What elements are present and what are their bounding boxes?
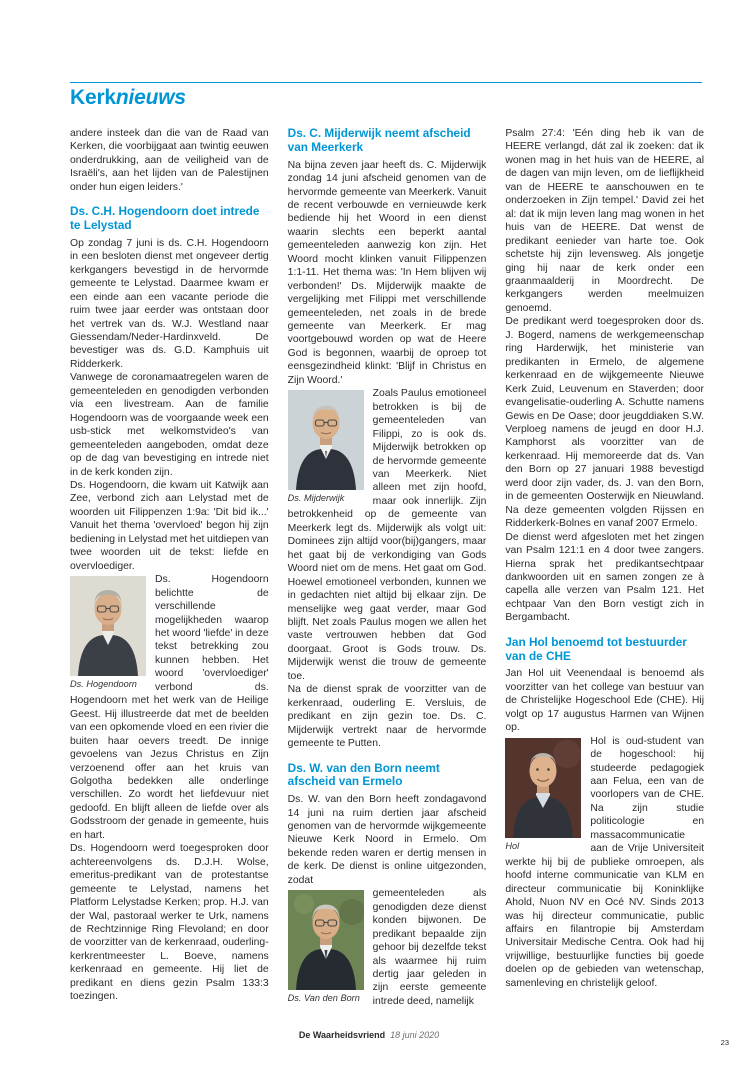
article-heading-mijderwijk: Ds. C. Mijderwijk neemt afscheid van Meerkerk [287,127,471,154]
photo-text-wrap-mijderwijk [288,387,487,683]
body-paragraph: Ds. Hogendoorn werd toegesproken door achtereenvolgens ds. D.J.H. Wolse, emeritus-predikant van de protestantse gemeente te Lelystad, namens het Platform Lelystadse Kerken; prop. H.J. van der Wal, pastoraal werker te Urk, namens de Rechtzinnige Ring Flevoland; en door de voorzitter van de kerkenraad, ouderling-kerkrentmeester L. Boeve, namens kerkenraad en gemeente. Hij liet de predikant en diens gezin Psalm 133:3 toezingen. [70,843,269,1003]
footer-date: 18 juni 2020 [390,1030,440,1040]
photo-caption: Hol [505,840,520,851]
portrait-photo-mijderwijk [288,390,364,490]
body-paragraph: Op zondag 7 juni is ds. C.H. Hogendoorn in een besloten dienst met ongeveer dertig kerkgangers bevestigd in de hervormde gemeente te Lelystad. Daarmee kwam er een einde aan een vacante periode die ruim twee jaar eerder was ontstaan door het vertrek van ds. W.J. Westland naar Giessendam/Neder-Hardinxveld. De bevestiger was ds. G.D. Kamphuis uit Ridderkerk. [70,237,269,370]
photo-text-wrap-van-den-born [288,887,487,1008]
body-paragraph: Na bijna zeven jaar heeft ds. C. Mijderwijk zondag 14 juni afscheid genomen van de hervormde gemeente van Meerkerk. Vanuit de recent verbouwde en vernieuwde kerk bediende hij het Woord in een dienst waarin slechts een beperkt aantal gemeenteleden aanwezig kon zijn. Het Woord mocht klinken vanuit Filippenzen 1:1-11. Het thema was: 'In Hem blijven wij verbonden!' Ds. Mijderwijk maakte de vergelijking met Filippi met verschillende gemeenteleden, net zoals in de brede gemeente van Meerkerk. Er mag voortgebouwd worden op wat de Heere God is begonnen, waarbij de oproep tot eensgezindheid klinkt: 'Blijf in Christus en Zijn Woord.' [287,159,487,386]
column-2 [288,127,487,1019]
photo-caption: Ds. Hogendoorn [70,679,137,690]
portrait-photo-hol [505,738,581,838]
body-paragraph: De dienst werd afgesloten met het zingen van Psalm 121:1 en 4 door twee zangers. Hierna sprak het predikantsechtpaar dankwoorden uit en samen zongen ze à capella alle verzen van Psalm 121. Het echtpaar Van den Born vestigt zich in Bergambacht. [505,531,704,624]
photo-figure-hol [505,738,581,852]
portrait-photo-hogendoorn [70,576,146,676]
photo-text-wrap-hogendoorn [70,573,269,1004]
page-footer [0,1030,738,1040]
portrait-photo-van-den-born [288,890,364,990]
body-paragraph: De predikant werd toegesproken door ds. J. Bogerd, namens de werkgemeenschap ring Harderwijk, het ministerie van predikanten in Ermelo, de algemene kerkenraad en de wijkgemeente Nieuwe Kerk Zuid, Leuvenum en Staverden; door evangelisatie-ouderling A. Schutte namens Gewis en De Oase; door jeugddiaken S.W. Verploeg namens de jeugd en door H.J. Kamphorst als voorzitter van de kerkenraad. Hij memoreerde dat ds. Van den Born op 27 januari 1988 bevestigd werd door zijn vader, ds. J. van den Born, in de gemeenten Oosterwijk en Nieuwland. Na deze gemeenten volgden Rijssen en Ridderkerk-Bolnes en vanaf 2007 Ermelo. [505,316,704,530]
column-1 [70,127,269,1019]
body-paragraph: Jan Hol uit Veenendaal is benoemd als voorzitter van het college van bestuur van de Christelijke Hogeschool Ede (CHE). Hij volgt op 17 augustus Harmen van Wijnen op. [505,668,704,734]
body-paragraph: Na de dienst sprak de voorzitter van de kerkenraad, ouderling E. Versluis, de predikant en zijn gezin toe. Ds. C. Mijderwijk vertrekt naar de hervormde gemeente te Putten. [287,684,487,750]
body-paragraph: Ds. Hogendoorn belichtte de verschillende mogelijkheden waarop het woord 'liefde' in deze tekst betrekking zou kunnen hebben. Het woord 'overvloediger' verbond ds. Hogendoorn met het werk van de Heilige Geest. Hij illustreerde dat met de beelden van een opkomende vloed en een rivier die buiten haar oevers treedt. De innige gevoelens van Jezus Christus en Zijn verzoenend offer aan het kruis van Golgotha bedekken alle onderlinge verschillen. Zo wordt het liefdevuur niet gedoofd. En blijft alleen de liefde over als Godsstroom der genade in gemeente, huis en hart. [70,574,269,841]
column-3 [505,127,704,1019]
body-paragraph: andere insteek dan die van de Raad van Kerken, die voorbijgaat aan twintig eeuwen onderdrukking, aan de veiligheid van de Israëli's, aan het lijden van de Palestijnen onder hun eigen leiders.' [70,128,269,193]
photo-caption: Ds. Van den Born [287,993,360,1004]
section-title [70,86,702,110]
footer-publication: De Waarheidsvriend [298,1030,386,1040]
body-paragraph: gemeenteleden als genodigden deze dienst konden bijwonen. De predikant bepaalde zijn gehoor bij dezelfde tekst als waarmee hij ruim dertig jaar geleden in zijn eerste gemeente intrede deed, namelijk [372,888,487,1007]
photo-figure-mijderwijk [288,390,364,504]
content-columns [70,127,704,1019]
photo-figure-hogendoorn [70,576,146,690]
photo-text-wrap-hol [505,735,704,991]
body-paragraph: Ds. Hogendoorn, die kwam uit Katwijk aan Zee, verbond zich aan Lelystad met de woorden uit Filippenzen 1:9a: 'Dit bid ik...' Vanuit het thema 'overvloed' begon hij zijn bediening in Lelystad met het uitdiepen van twee woorden uit de tekst: liefde en overvloediger. [70,480,269,572]
body-paragraph: Psalm 27:4: 'Eén ding heb ik van de HEERE verlangd, dát zal ik zoeken: dat ik wonen mag in het huis van de HEERE, al de dagen van mijn leven, om de lieflijkheid van de HEERE te aanschouwen en te onderzoeken in Zijn tempel.' David zei het al: dat ik mijn leven lang mag wonen in het huis van de HEERE. Dat wenst de predikant eenieder van harte toe. Ook schetste hij zijn levensweg. Als jongetje ging hij naar de kerk onder een graanmaalderij in Moordrecht. De kerkgangers werden meelmuizen genoemd. [505,128,704,314]
header-rule [70,82,702,83]
body-paragraph: Hol is oud-student van de hogeschool: hij studeerde pedagogiek aan Felua, een van de voorlopers van de CHE. Na zijn studie politicologie en massacommunicatie aan de Vrije Universiteit werkte hij bij de publieke omroepen, als hoofd interne communicatie van KLM en directeur communicatie bij Koninklijke Ahold, Nuon NV en Océ NV. Sinds 2013 was hij directeur communicatie, public affairs en filantropie bij Amsterdam Universitair Medische Centra. Ook had hij vrijwillige, bestuurlijke functies bij goede doelen op de gebieden van wetenschap, samenleving en christelijk geloof. [505,735,704,989]
article-heading-hogendoorn: Ds. C.H. Hogendoorn doet intrede te Lelystad [70,204,260,233]
body-paragraph: Zoals Paulus emotioneel betrokken is bij de gemeenteleden van Filippi, zo is ook ds. Mijderwijk betrokken op de hervormde gemeente van Meerkerk. Niet alleen met zijn hoofd, maar ook innerlijk. Zijn betrokkenheid op de gemeente van Meerkerk legt ds. Mijderwijk als volgt uit: Dominees zijn altijd voor(bij)gangers, maar het gaat bij de verkondiging van Gods Woord niet om de mens. Het gaat om God. Hoewel emotioneel verbonden, kunnen we in gedachten niet altijd bij elkaar zijn. De menselijke weg gaat verder, maar God blijft. Net zoals Paulus mogen we allen het vaste vertrouwen hebben dat God doorgaat. Groot is Gods trouw. Ds. Mijderwijk wenst die trouw de gemeente toe. [287,388,487,682]
body-paragraph: Vanwege de coronamaatregelen waren de gemeenteleden en genodigden verbonden via een livestream. Aan de familie Hogendoorn was de voorgaande week een usb-stick met welkomstvideo's van gemeenteleden aangeboden, omdat deze op de dag van bevestiging en intrede niet in de kerk konden zijn. [70,372,269,478]
body-paragraph: Ds. W. van den Born heeft zondagavond 14 juni na ruim dertien jaar afscheid genomen van de hervormde wijkgemeente Nieuwe Kerk Noord in Ermelo. Om bekende reden waren er dertig mensen in de kerk. De dienst is online uitgezonden, zodat [287,794,487,886]
article-heading-van-den-born: Ds. W. van den Born neemt afscheid van Ermelo [287,760,440,789]
article-heading-hol: Jan Hol benoemd tot bestuurder van de CHE [505,634,687,663]
section-title-bold: Kerk [70,86,116,109]
page-number: 23 [720,1038,729,1047]
section-title-italic: nieuws [115,86,186,109]
photo-figure-van-den-born [288,890,364,1004]
page-header [70,82,702,110]
photo-caption: Ds. Mijderwijk [287,493,345,504]
